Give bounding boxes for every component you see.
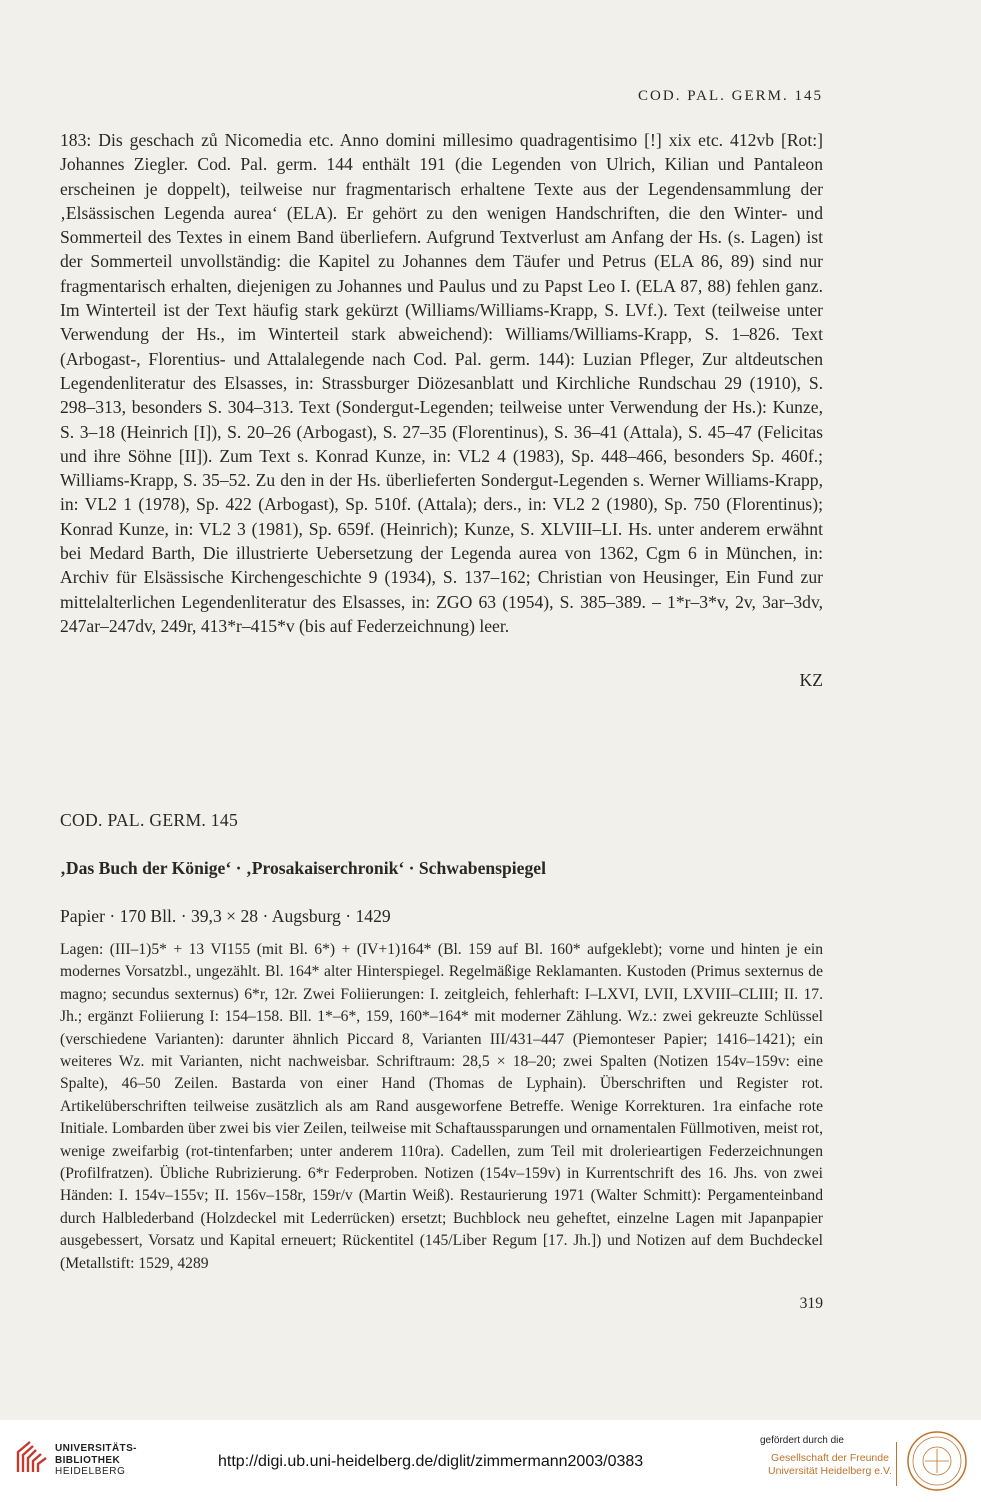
entry-paragraph: 183: Dis geschach zů Nicomedia etc. Anno domini millesimo quadragentisimo [!] xix etc. 412vb [Rot:] Johannes Ziegler. Cod. Pal. germ. 144 enthält 191 (die Legenden von Ulrich, Kilian und Pantaleon erscheinen je doppelt), teilweise nur fragmentarisch erhaltene Texte aus der Legendensammlung der ‚Elsässischen Legenda aurea‘ (ELA). Er gehört zu den wenigen Handschriften, die den Winter- und Sommerteil des Textes in einem Band überliefern. Aufgrund Textverlust am Anfang der Hs. (s. Lagen) ist der Sommerteil unvollständig: die Kapitel zu Johannes dem Täufer und Petrus (ELA 86, 89) sind nur fragmentarisch erhalten, diejenigen zu Johannes und Paulus und zu Papst Leo I. (ELA 87, 88) fehlen ganz. Im Winterteil ist der Text häufig stark gekürzt (Williams/Williams-Krapp, S. LVf.). Text (teilweise unter Verwendung der Hs., im Winterteil stark abweichend): Williams/Williams-Krapp, S. 1–826. Text (Arbogast-, Florentius- und Attalalegende nach Cod. Pal. germ. 144): Luzian Pfleger, Zur altdeutschen Legendenliteratur des Elsasses, in: Strassburger Diözesanblatt und Kirchliche Rundschau 29 (1910), S. 298–313, besonders S. 304–313. Text (Sondergut-Legenden; teilweise unter Verwendung der Hs.): Kunze, S. 3–18 (Heinrich [I]), S. 20–26 (Arbogast), S. 27–35 (Florentinus), S. 36–41 (Attala), S. 45–47 (Felicitas und ihre Söhne [II]). Zum Text s. Konrad Kunze, in: VL2 4 (1983), Sp. 448–466, besonders Sp. 460f.; Williams-Krapp, S. 35–52. Zu den in der Hs. überlieferten Sondergut-Legenden s. Werner Williams-Krapp, in: VL2 1 (1978), Sp. 422 (Arbogast), Sp. 510f. (Attala); ders., in: VL2 2 (1980), Sp. 750 (Florentinus); Konrad Kunze, in: VL2 3 (1981), Sp. 659f. (Heinrich); Kunze, S. XLVIII–LI. Hs. unter anderem erwähnt bei Medard Barth, Die illustrierte Uebersetzung der Legenda aurea von 1362, Cgm 6 in München, in: Archiv für Elsässische Kirchengeschichte 9 (1934), S. 137–162; Christian von Heusinger, Ein Fund zur mittelalterlichen Legendenliteratur des Elsasses, in: ZGO 63 (1954), S. 385–389. – 1*r–3*v, 2v, 3ar–3dv, 247ar–247dv, 249r, 413*r–415*v (bis auf Federzeichnung) leer. bbox=[60, 130, 823, 636]
manuscript-meta: Papier · 170 Bll. · 39,3 × 28 · Augsburg · 1429 bbox=[60, 906, 391, 926]
author-initials: KZ bbox=[799, 670, 823, 690]
society-line2: Universität Heidelberg e.V. bbox=[768, 1465, 892, 1477]
library-logo-icon bbox=[14, 1438, 50, 1478]
running-head: COD. PAL. GERM. 145 bbox=[638, 88, 823, 104]
footer-bar bbox=[0, 1420, 981, 1502]
library-name-line3: HEIDELBERG bbox=[55, 1466, 126, 1477]
society-line1: Gesellschaft der Freunde bbox=[771, 1452, 889, 1464]
library-name-line2: BIBLIOTHEK bbox=[55, 1454, 121, 1466]
catalog-entry-text bbox=[60, 128, 823, 638]
source-url-link[interactable]: http://digi.ub.uni-heidelberg.de/diglit/zimmermann2003/0383 bbox=[218, 1453, 644, 1470]
footer-divider bbox=[896, 1442, 897, 1486]
society-name bbox=[756, 1452, 904, 1478]
library-name-line1: UNIVERSITÄTS- bbox=[55, 1443, 137, 1454]
page-number: 319 bbox=[799, 1295, 823, 1312]
book-title: ‚Das Buch der Könige‘ · ‚Prosakaiserchronik‘ · Schwabenspiegel bbox=[60, 858, 546, 878]
library-name bbox=[55, 1443, 137, 1478]
manuscript-description bbox=[60, 939, 823, 1275]
university-seal-icon bbox=[906, 1430, 968, 1492]
supported-by-label: gefördert durch die bbox=[760, 1435, 844, 1446]
description-paragraph: Lagen: (III–1)5* + 13 VI155 (mit Bl. 6*) + (IV+1)164* (Bl. 159 auf Bl. 160* aufgeklebt); vorne und hinten je ein modernes Vorsatzbl., ungezählt. Bl. 164* alter Hinterspiegel. Regelmäßige Reklamanten. Kustoden (Primus sexternus de magno; secundus sexternus) 6*r, 12r. Zwei Foliierungen: I. zeitgleich, fehlerhaft: I–LXVI, LVII, LXVIII–CLIII; II. 17. Jh.; ergänzt Foliierung I: 154–158. Bll. 1*–6*, 159, 160*–164* mit moderner Zählung. Wz.: zwei gekreuzte Schlüssel (verschiedene Varianten): darunter ähnlich Piccard 8, Varianten III/431–447 (Piemonteser Papier; 1416–1421); ein weiteres Wz. mit Varianten, nicht nachweisbar. Schriftraum: 28,5 × 18–20; zwei Spalten (Notizen 154v–159v: eine Spalte), 46–50 Zeilen. Bastarda von einer Hand (Thomas de Lyphain). Überschriften und Register rot. Artikelüberschriften teilweise zusätzlich als am Rand ausgeworfene Betreffe. Wenige Korrekturen. 1ra einfache rote Initiale. Lombarden über zwei bis vier Zeilen, teilweise mit Schaftaussparungen und ornamentalen Füllmotiven, meist rot, wenige zweifarbig (rot-tintenfarben; unter anderem 110ra). Cadellen, zum Teil mit drolerieartigen Federzeichnungen (Profilfratzen). Übliche Rubrizierung. 6*r Federproben. Notizen (154v–159v) in Kurrentschrift des 16. Jhs. von zwei Händen: I. 154v–155v; II. 156v–158r, 159r/v (Martin Weiß). Restaurierung 1971 (Walter Schmitt): Pergamenteinband durch Halblederband (Holzdeckel mit Lederrücken) ersetzt; Buchblock neu geheftet, einzelne Lagen mit Japanpapier ausgebessert, Vorsatz und Kapital erneuert; Rückentitel (145/Liber Regum [17. Jh.]) und Notizen auf dem Buchdeckel (Metallstift: 1529, 4289 bbox=[60, 941, 823, 1272]
section-title: COD. PAL. GERM. 145 bbox=[60, 810, 239, 830]
